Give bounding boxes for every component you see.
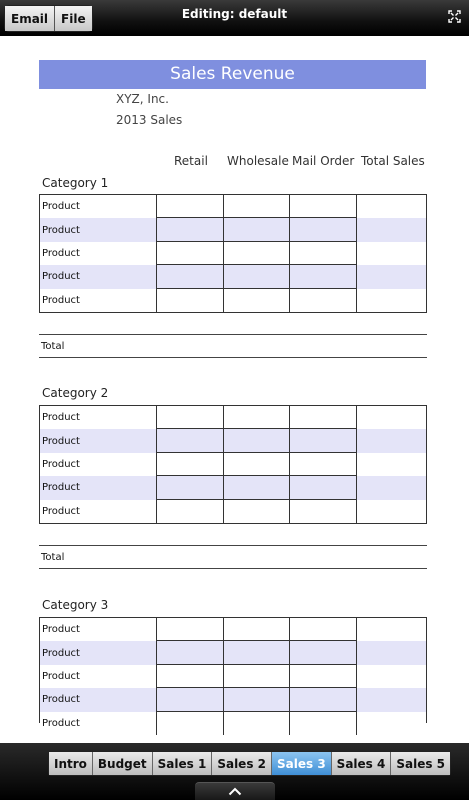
category-total-row[interactable]: Total	[39, 545, 427, 569]
product-cell[interactable]: Product	[40, 289, 157, 312]
tab-intro[interactable]: Intro	[49, 752, 92, 775]
retail-cell[interactable]	[157, 618, 224, 641]
total-sales-cell[interactable]	[357, 665, 426, 688]
total-sales-cell[interactable]	[357, 265, 426, 288]
mail-order-cell[interactable]	[290, 712, 357, 735]
product-cell[interactable]: Product	[40, 500, 157, 523]
editing-title: Editing: default	[181, 7, 288, 21]
product-cell[interactable]: Product	[40, 688, 157, 711]
wholesale-cell[interactable]	[224, 218, 290, 241]
mail-order-cell[interactable]	[290, 406, 357, 429]
retail-cell[interactable]	[157, 712, 224, 735]
retail-cell[interactable]	[157, 641, 224, 664]
mail-order-cell[interactable]	[290, 453, 357, 476]
total-sales-cell[interactable]	[357, 195, 426, 218]
table-row	[40, 265, 426, 288]
wholesale-cell[interactable]	[224, 265, 290, 288]
table-row	[40, 712, 426, 735]
wholesale-cell[interactable]	[224, 289, 290, 312]
retail-cell[interactable]	[157, 265, 224, 288]
product-cell[interactable]: Product	[40, 453, 157, 476]
product-cell[interactable]: Product	[40, 665, 157, 688]
total-sales-cell[interactable]	[357, 453, 426, 476]
wholesale-cell[interactable]	[224, 453, 290, 476]
category-label: Category 2	[42, 386, 109, 400]
table-row	[40, 665, 426, 688]
tab-sales-4[interactable]: Sales 4	[331, 752, 391, 775]
retail-cell[interactable]	[157, 665, 224, 688]
total-sales-cell[interactable]	[357, 289, 426, 312]
table-row	[40, 453, 426, 476]
total-sales-cell[interactable]	[357, 641, 426, 664]
table-row	[40, 476, 426, 499]
category-grid	[39, 194, 427, 313]
mail-order-cell[interactable]	[290, 688, 357, 711]
wholesale-cell[interactable]	[224, 688, 290, 711]
table-row	[40, 429, 426, 452]
category-grid	[39, 405, 427, 524]
mail-order-cell[interactable]	[290, 265, 357, 288]
category-grid	[39, 617, 427, 729]
wholesale-cell[interactable]	[224, 429, 290, 452]
file-button[interactable]: File	[54, 6, 92, 31]
table-row	[40, 688, 426, 711]
category-label: Category 3	[42, 598, 109, 612]
total-sales-cell[interactable]	[357, 429, 426, 452]
sheet-tabs	[48, 751, 451, 776]
retail-cell[interactable]	[157, 195, 224, 218]
top-toolbar	[0, 0, 469, 36]
category-label: Category 1	[42, 176, 109, 190]
product-cell[interactable]: Product	[40, 406, 157, 429]
table-row	[40, 641, 426, 664]
product-cell[interactable]: Product	[40, 218, 157, 241]
company-name: XYZ, Inc.	[116, 92, 169, 106]
retail-cell[interactable]	[157, 429, 224, 452]
tab-sales-3[interactable]: Sales 3	[271, 752, 331, 775]
mail-order-cell[interactable]	[290, 195, 357, 218]
product-cell[interactable]: Product	[40, 712, 157, 735]
total-sales-cell[interactable]	[357, 218, 426, 241]
wholesale-cell[interactable]	[224, 641, 290, 664]
tab-budget[interactable]: Budget	[92, 752, 152, 775]
tab-sales-1[interactable]: Sales 1	[152, 752, 212, 775]
wholesale-cell[interactable]	[224, 476, 290, 499]
column-header-retail: Retail	[174, 154, 208, 168]
column-header-mail-order: Mail Order	[292, 154, 355, 168]
category-total-row[interactable]: Total	[39, 334, 427, 358]
product-cell[interactable]: Product	[40, 429, 157, 452]
retail-cell[interactable]	[157, 406, 224, 429]
mail-order-cell[interactable]	[290, 641, 357, 664]
retail-cell[interactable]	[157, 476, 224, 499]
mail-order-cell[interactable]	[290, 500, 357, 523]
tab-sales-5[interactable]: Sales 5	[390, 752, 450, 775]
retail-cell[interactable]	[157, 453, 224, 476]
product-cell[interactable]: Product	[40, 618, 157, 641]
table-row	[40, 618, 426, 641]
wholesale-cell[interactable]	[224, 242, 290, 265]
wholesale-cell[interactable]	[224, 712, 290, 735]
wholesale-cell[interactable]	[224, 500, 290, 523]
product-cell[interactable]: Product	[40, 242, 157, 265]
column-header-wholesale: Wholesale	[227, 154, 289, 168]
mail-order-cell[interactable]	[290, 218, 357, 241]
retail-cell[interactable]	[157, 500, 224, 523]
wholesale-cell[interactable]	[224, 406, 290, 429]
total-sales-cell[interactable]	[357, 688, 426, 711]
mail-order-cell[interactable]	[290, 429, 357, 452]
chevron-up-icon	[228, 787, 242, 796]
spreadsheet-area[interactable]	[0, 37, 469, 729]
table-row	[40, 195, 426, 218]
table-row	[40, 289, 426, 312]
table-row	[40, 242, 426, 265]
year-label: 2013 Sales	[116, 113, 183, 127]
bottom-bar	[0, 743, 469, 800]
wholesale-cell[interactable]	[224, 665, 290, 688]
mail-order-cell[interactable]	[290, 289, 357, 312]
wholesale-cell[interactable]	[224, 618, 290, 641]
mail-order-cell[interactable]	[290, 242, 357, 265]
mail-order-cell[interactable]	[290, 618, 357, 641]
expand-handle[interactable]	[195, 782, 275, 800]
table-row	[40, 218, 426, 241]
total-sales-cell[interactable]	[357, 242, 426, 265]
table-row	[40, 500, 426, 523]
retail-cell[interactable]	[157, 289, 224, 312]
mail-order-cell[interactable]	[290, 476, 357, 499]
tab-sales-2[interactable]: Sales 2	[211, 752, 271, 775]
product-cell[interactable]: Product	[40, 265, 157, 288]
email-button[interactable]: Email	[5, 6, 54, 31]
column-header-total-sales: Total Sales	[361, 154, 425, 168]
retail-cell[interactable]	[157, 218, 224, 241]
total-sales-cell[interactable]	[357, 476, 426, 499]
mail-order-cell[interactable]	[290, 665, 357, 688]
total-sales-cell[interactable]	[357, 406, 426, 429]
table-row	[40, 406, 426, 429]
total-sales-cell[interactable]	[357, 712, 426, 735]
retail-cell[interactable]	[157, 242, 224, 265]
product-cell[interactable]: Product	[40, 195, 157, 218]
fullscreen-icon[interactable]	[448, 10, 461, 23]
retail-cell[interactable]	[157, 688, 224, 711]
product-cell[interactable]: Product	[40, 476, 157, 499]
total-sales-cell[interactable]	[357, 618, 426, 641]
total-sales-cell[interactable]	[357, 500, 426, 523]
wholesale-cell[interactable]	[224, 195, 290, 218]
sheet-title-banner: Sales Revenue	[39, 60, 426, 89]
product-cell[interactable]: Product	[40, 641, 157, 664]
